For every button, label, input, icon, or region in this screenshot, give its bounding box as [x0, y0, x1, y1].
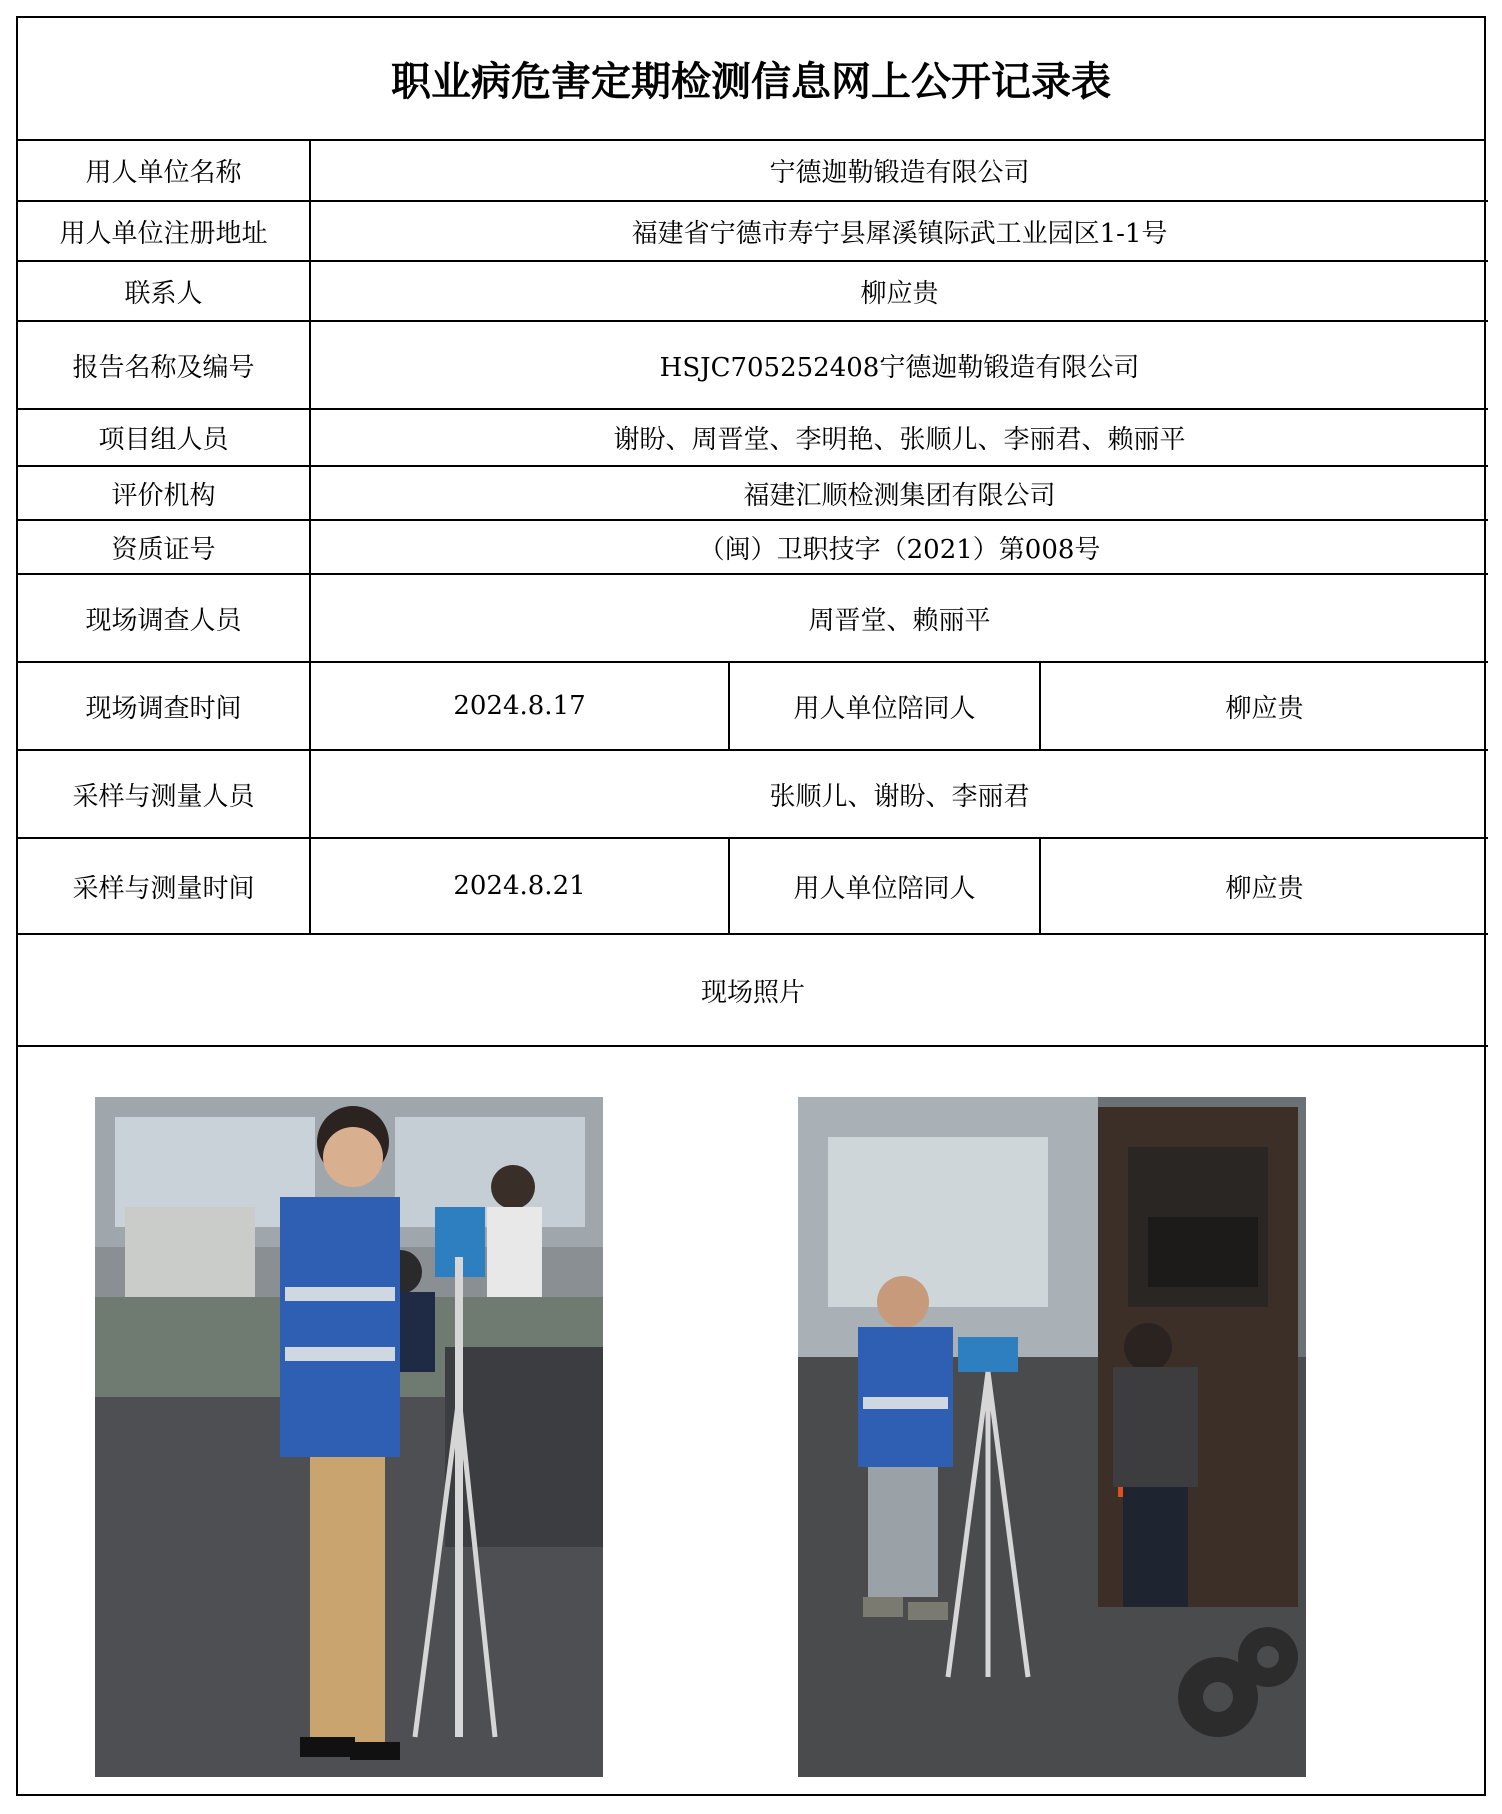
employer-address-label: 用人单位注册地址 — [18, 201, 310, 261]
team-value: 谢盼、周晋堂、李明艳、张顺儿、李丽君、赖丽平 — [310, 409, 1488, 466]
workshop-photo-1 — [95, 1097, 603, 1777]
row-sampling-time — [18, 838, 1488, 934]
row-team — [18, 409, 1488, 466]
record-table — [16, 16, 1486, 1796]
employer-address-value: 福建省宁德市寿宁县犀溪镇际武工业园区1-1号 — [310, 201, 1488, 261]
sampling-companion-value: 柳应贵 — [1040, 838, 1488, 934]
contact-label: 联系人 — [18, 261, 310, 321]
sampling-staff-value: 张顺儿、谢盼、李丽君 — [310, 750, 1488, 838]
qualification-value: （闽）卫职技字（2021）第008号 — [310, 520, 1488, 574]
row-report — [18, 321, 1488, 409]
survey-staff-label: 现场调查人员 — [18, 574, 310, 662]
workshop-photo-2-icon — [798, 1097, 1306, 1777]
sampling-time-label: 采样与测量时间 — [18, 838, 310, 934]
workshop-photo-1-icon — [95, 1097, 603, 1777]
row-survey-staff — [18, 574, 1488, 662]
photos-header: 现场照片 — [18, 934, 1488, 1046]
row-contact — [18, 261, 1488, 321]
agency-value: 福建汇顺检测集团有限公司 — [310, 466, 1488, 520]
report-label: 报告名称及编号 — [18, 321, 310, 409]
sampling-companion-label: 用人单位陪同人 — [729, 838, 1040, 934]
info-table — [18, 141, 1488, 1047]
employer-name-value: 宁德迦勒锻造有限公司 — [310, 141, 1488, 201]
page-title: 职业病危害定期检测信息网上公开记录表 — [18, 18, 1484, 141]
report-value: HSJC705252408宁德迦勒锻造有限公司 — [310, 321, 1488, 409]
survey-time-value: 2024.8.17 — [310, 662, 729, 750]
photos-area — [18, 1063, 1484, 1796]
sampling-staff-label: 采样与测量人员 — [18, 750, 310, 838]
team-label: 项目组人员 — [18, 409, 310, 466]
employer-name-label: 用人单位名称 — [18, 141, 310, 201]
row-employer-address — [18, 201, 1488, 261]
sampling-time-value: 2024.8.21 — [310, 838, 729, 934]
row-agency — [18, 466, 1488, 520]
row-qualification — [18, 520, 1488, 574]
workshop-photo-2 — [798, 1097, 1306, 1777]
contact-value: 柳应贵 — [310, 261, 1488, 321]
row-employer-name — [18, 141, 1488, 201]
agency-label: 评价机构 — [18, 466, 310, 520]
survey-staff-value: 周晋堂、赖丽平 — [310, 574, 1488, 662]
survey-companion-label: 用人单位陪同人 — [729, 662, 1040, 750]
row-sampling-staff — [18, 750, 1488, 838]
survey-companion-value: 柳应贵 — [1040, 662, 1488, 750]
row-survey-time — [18, 662, 1488, 750]
qualification-label: 资质证号 — [18, 520, 310, 574]
row-photos-header — [18, 934, 1488, 1046]
survey-time-label: 现场调查时间 — [18, 662, 310, 750]
